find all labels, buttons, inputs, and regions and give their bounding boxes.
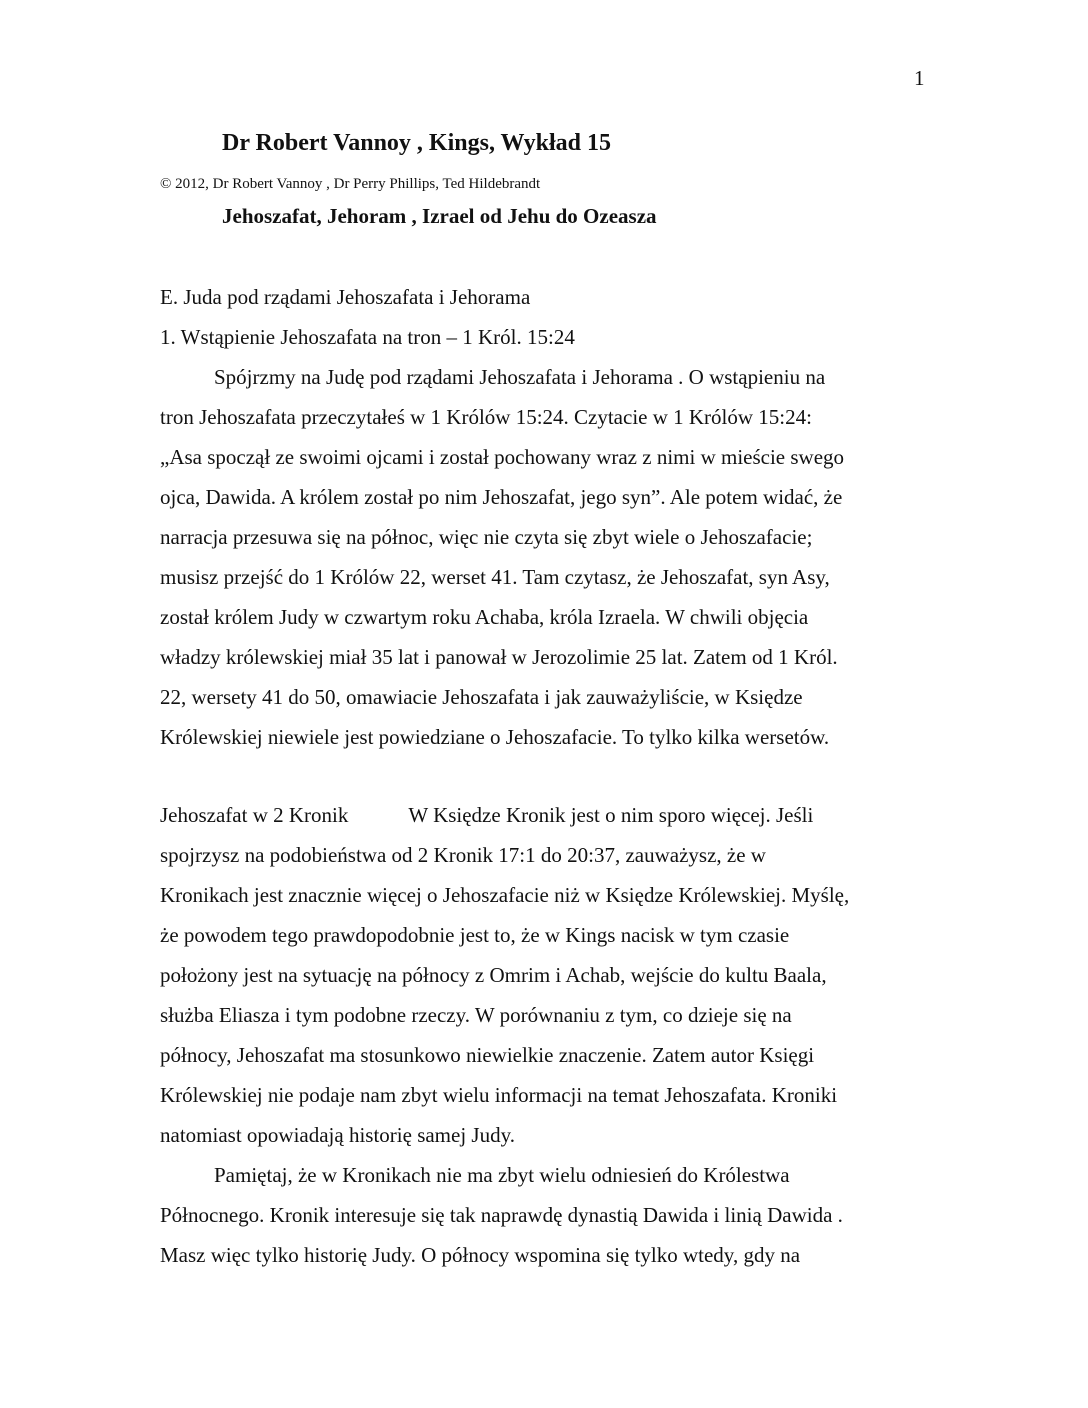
paragraph-2-line: położony jest na sytuację na północy z Omrim i Achab, wejście do kultu Baala, — [160, 963, 827, 987]
side-heading: Jehoszafat w 2 Kronik — [160, 803, 349, 827]
document-title: Dr Robert Vannoy , Kings, Wykład 15 — [222, 130, 611, 156]
paragraph-2-line: służba Eliasza i tym podobne rzeczy. W porównaniu z tym, co dzieje się na — [160, 1003, 792, 1027]
paragraph-3-line: Pamiętaj, że w Kronikach nie ma zbyt wielu odniesień do Królestwa — [214, 1163, 790, 1187]
paragraph-1-line: „Asa spoczął ze swoimi ojcami i został pochowany wraz z nimi w mieście swego — [160, 445, 845, 469]
document-subtitle: Jehoszafat, Jehoram , Izrael od Jehu do Ozeasza — [222, 204, 657, 228]
section-heading: E. Juda pod rządami Jehoszafata i Jehorama — [160, 285, 531, 309]
paragraph-1-line: został królem Judy w czwartym roku Achaba, króla Izraela. W chwili objęcia — [160, 605, 809, 629]
paragraph-2-line: północy, Jehoszafat ma stosunkowo niewielkie znaczenie. Zatem autor Księgi — [160, 1043, 815, 1067]
paragraph-2-first-line — [160, 802, 813, 828]
paragraph-2-line: natomiast opowiadają historię samej Judy. — [160, 1123, 515, 1147]
paragraph-1-line: Spójrzmy na Judę pod rządami Jehoszafata i Jehorama . O wstąpieniu na — [214, 365, 826, 389]
paragraph-3-line: Masz więc tylko historię Judy. O północy wspomina się tylko wtedy, gdy na — [160, 1243, 801, 1267]
section-subheading: 1. Wstąpienie Jehoszafata na tron – 1 Król. 15:24 — [160, 325, 575, 349]
paragraph-1-line: musisz przejść do 1 Królów 22, werset 41. Tam czytasz, że Jehoszafat, syn Asy, — [160, 565, 830, 589]
paragraph-2-line: że powodem tego prawdopodobnie jest to, że w Kings nacisk w tym czasie — [160, 923, 790, 947]
paragraph-1-line: narracja przesuwa się na północ, więc nie czyta się zbyt wiele o Jehoszafacie; — [160, 525, 813, 549]
paragraph-1-line: Królewskiej niewiele jest powiedziane o Jehoszafacie. To tylko kilka wersetów. — [160, 725, 830, 749]
copyright-line: © 2012, Dr Robert Vannoy , Dr Perry Phillips, Ted Hildebrandt — [160, 176, 541, 192]
paragraph-1-line: tron Jehoszafata przeczytałeś w 1 Królów 15:24. Czytacie w 1 Królów 15:24: — [160, 405, 812, 429]
paragraph-2-line: Kronikach jest znacznie więcej o Jehoszafacie niż w Księdze Królewskiej. Myślę, — [160, 883, 850, 907]
paragraph-2-line: spojrzysz na podobieństwa od 2 Kronik 17:1 do 20:37, zauważysz, że w — [160, 843, 766, 867]
paragraph-1-line: ojca, Dawida. A królem został po nim Jehoszafat, jego syn”. Ale potem widać, że — [160, 485, 843, 509]
page-number: 1 — [914, 66, 925, 90]
paragraph-2-first-line-text: W Księdze Kronik jest o nim sporo więcej. Jeśli — [408, 803, 814, 827]
paragraph-2-line: Królewskiej nie podaje nam zbyt wielu informacji na temat Jehoszafata. Kroniki — [160, 1083, 838, 1107]
paragraph-1-line: władzy królewskiej miał 35 lat i panował w Jerozolimie 25 lat. Zatem od 1 Król. — [160, 645, 838, 669]
paragraph-1-line: 22, wersety 41 do 50, omawiacie Jehoszafata i jak zauważyliście, w Księdze — [160, 685, 803, 709]
paragraph-3-line: Północnego. Kronik interesuje się tak naprawdę dynastią Dawida i linią Dawida . — [160, 1203, 843, 1227]
